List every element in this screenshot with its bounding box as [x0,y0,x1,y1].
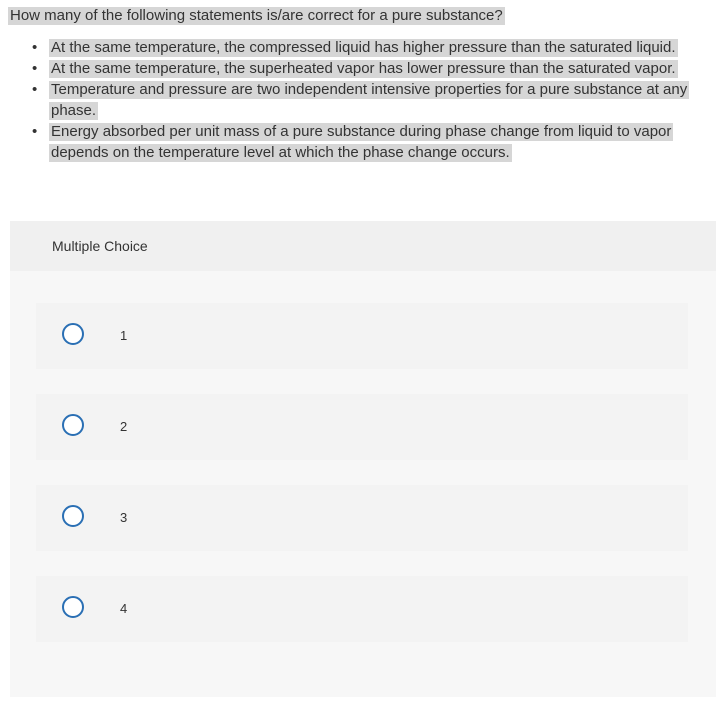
answer-option-label: 4 [120,601,128,616]
radio-button-icon[interactable] [62,596,84,618]
radio-button-icon[interactable] [62,505,84,527]
radio-button-icon[interactable] [62,323,84,345]
statement-text: Temperature and pressure are two independent intensive properties for a pure substance at any phase. [51,81,688,119]
answer-option-3[interactable] [36,485,688,551]
question-stem-text: How many of the following statements is/are correct for a pure substance? [10,7,503,24]
bullet-icon: • [32,39,38,56]
answer-option-label: 2 [120,419,128,434]
multiple-choice-header [10,221,716,271]
bullet-icon: • [32,123,38,140]
question-block [8,5,720,163]
answer-option-2[interactable] [36,394,688,460]
statement-text: Energy absorbed per unit mass of a pure substance during phase change from liquid to vapor depends on the temperature level at which the phase change occurs. [51,123,672,161]
statement-list [8,37,720,163]
statement-item [32,121,720,163]
bullet-icon: • [32,60,38,77]
statement-text: At the same temperature, the compressed liquid has higher pressure than the saturated liquid. [51,39,676,56]
answer-option-label: 3 [120,510,128,525]
multiple-choice-title: Multiple Choice [52,238,148,254]
multiple-choice-panel [10,221,716,697]
answer-option-1[interactable] [36,303,688,369]
question-stem [8,5,720,26]
answer-option-label: 1 [120,328,128,343]
statement-item [32,79,720,121]
statement-item [32,58,720,79]
statement-item [32,37,720,58]
statement-text: At the same temperature, the superheated vapor has lower pressure than the saturated vapor. [51,60,676,77]
answer-option-4[interactable] [36,576,688,642]
radio-button-icon[interactable] [62,414,84,436]
bullet-icon: • [32,81,38,98]
